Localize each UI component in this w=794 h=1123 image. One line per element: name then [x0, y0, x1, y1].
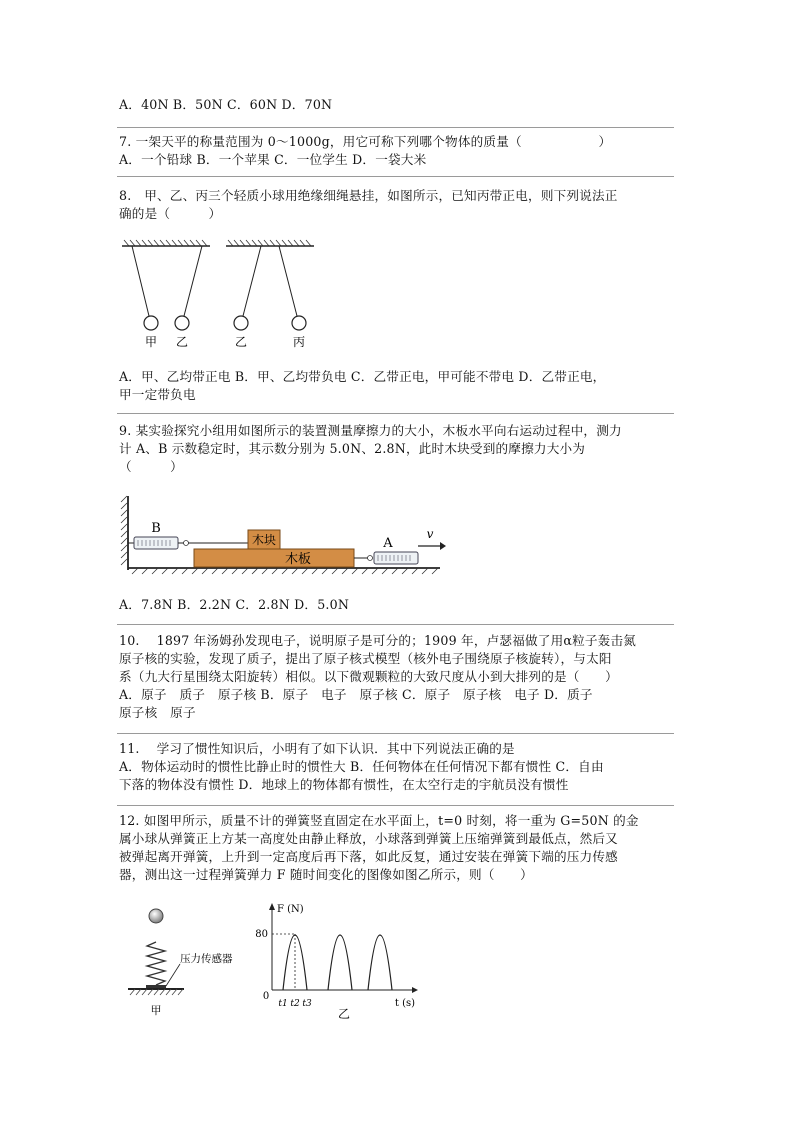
q12-fig-jia	[122, 900, 252, 1022]
ball-yi	[175, 316, 189, 330]
q8-stem-line1: 8. 甲、乙、丙三个轻质小球用绝缘细绳悬挂，如图所示，已知丙带正电，则下列说法正	[119, 188, 618, 203]
tick-t1: t1	[278, 999, 288, 1009]
force-pulse-3	[368, 935, 392, 990]
q9-stem-line3: （ ）	[119, 459, 183, 474]
label-v: v	[426, 527, 434, 541]
q11-line2: A．物体运动时的惯性比静止时的惯性大 B．任何物体在任何情况下都有惯性 C．自由	[119, 759, 604, 774]
tick-t2: t2	[290, 999, 300, 1009]
q11-line1: 11. 学习了惯性知识后，小明有了如下认识．其中下列说法正确的是	[119, 741, 515, 756]
q8-options-line2: 甲一定带负电	[119, 387, 196, 402]
tick-t3: t3	[302, 999, 312, 1009]
spring-scale-b	[134, 537, 178, 549]
q8-stem-line2: 确的是（ ）	[119, 206, 222, 221]
q12-line2: 属小球从弹簧正上方某一高度处由静止释放，小球落到弹簧上压缩弹簧到最低点，然后又	[119, 831, 618, 846]
divider	[117, 624, 674, 625]
force-pulse-2	[328, 935, 352, 990]
q8-pendulum-figure	[118, 238, 318, 350]
x-axis-label: t (s)	[394, 998, 416, 1009]
ball-bing	[292, 316, 306, 330]
label-sensor: 压力传感器	[180, 953, 233, 965]
divider	[117, 805, 674, 806]
caption-yi: 乙	[337, 1007, 351, 1021]
label-yi-2: 乙	[234, 335, 248, 349]
q6-options: A．40N B．50N C．60N D．70N	[119, 97, 333, 112]
q10-line5: 原子核 原子	[119, 705, 196, 720]
q12-line4: 器，测出这一过程弹簧弹力 F 随时间变化的图像如图乙所示，则（ ）	[119, 867, 533, 882]
ball-yi-2	[234, 316, 248, 330]
metal-ball	[149, 909, 163, 923]
caption-jia: 甲	[150, 1004, 162, 1017]
divider	[117, 176, 674, 177]
q10-line4: A．原子 质子 原子核 B．原子 电子 原子核 C．原子 原子核 电子 D．质子	[119, 687, 593, 702]
divider	[117, 413, 674, 414]
label-bing: 丙	[292, 335, 306, 349]
q11-line3: 下落的物体没有惯性 D．地球上的物体都有惯性，在太空行走的宇航员没有惯性	[119, 777, 569, 792]
ball-jia	[144, 316, 158, 330]
q7-options: A．一个铅球 B．一个苹果 C．一位学生 D．一袋大米	[119, 152, 427, 167]
spring-scale-a	[374, 552, 418, 564]
divider	[117, 733, 674, 734]
q9-options: A．7.8N B．2.2N C．2.8N D．5.0N	[119, 597, 350, 612]
label-board: 木板	[284, 552, 312, 567]
q9-stem-line2: 计 A、B 示数稳定时，其示数分别为 5.0N、2.8N，此时木块受到的摩擦力大小为	[119, 441, 586, 456]
label-jia: 甲	[144, 335, 158, 349]
q9-stem-line1: 9. 某实验探究小组用如图所示的装置测量摩擦力的大小，木板水平向右运动过程中，测力	[119, 423, 622, 438]
label-a: A	[383, 536, 393, 551]
y-axis-label: F (N)	[277, 904, 304, 915]
q10-line2: 原子核的实验，发现了质子，提出了原子核式模型（核外电子围绕原子核旋转），与太阳	[119, 651, 612, 666]
divider	[117, 127, 674, 128]
q12-fig-yi	[252, 898, 424, 1024]
q12-line3: 被弹起离开弹簧，上升到一定高度后再下落，如此反复，通过安装在弹簧下端的压力传感	[119, 849, 618, 864]
q12-line1: 12. 如图甲所示，质量不计的弹簧竖直固定在水平面上，t=0 时刻，将一重为 G=50N 的金	[119, 813, 639, 828]
board	[194, 549, 354, 567]
q7-stem: 7. 一架天平的称量范围为 0～1000g，用它可称下列哪个物体的质量（ ）	[119, 134, 612, 149]
origin-label: 0	[262, 991, 270, 1002]
pressure-sensor	[146, 985, 166, 988]
q8-options-line1: A．甲、乙均带正电 B．甲、乙均带负电 C．乙带正电，甲可能不带电 D．乙带正电，	[119, 369, 606, 384]
label-b: B	[151, 521, 161, 536]
q10-line3: 系（九大行星围绕太阳旋转）相似。以下微观颗粒的大致尺度从小到大排列的是（ ）	[119, 669, 618, 684]
q9-friction-figure	[118, 492, 448, 576]
spring	[147, 942, 165, 985]
label-yi: 乙	[175, 335, 189, 349]
y-tick-80: 80	[255, 929, 268, 940]
q10-line1: 10. 1897 年汤姆孙发现电子，说明原子是可分的；1909 年，卢瑟福做了用α粒子轰击氮	[119, 633, 637, 648]
label-block: 木块	[251, 533, 277, 547]
